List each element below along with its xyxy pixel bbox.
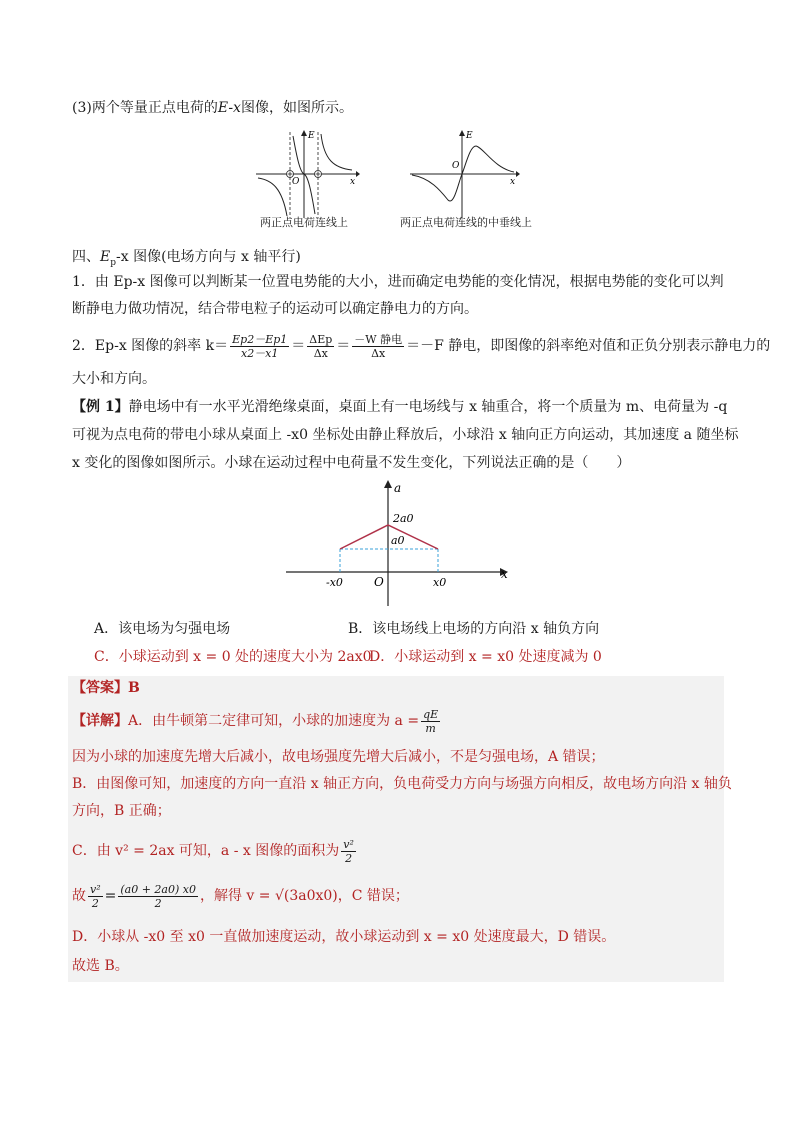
p2-end: ＝－F 静电，即图像的斜率绝对值和正负分别表示静电力的 [406,338,771,354]
detail-line7: 故选 B。 [72,958,129,974]
p2-frac3-num: －W 静电 [354,332,403,346]
option-c[interactable]: C．小球运动到 x = 0 处的速度大小为 2ax0 [94,649,372,665]
right-figure-caption: 两正点电荷连线的中垂线上 [400,216,532,229]
p2-frac2-num: ΔEp [309,332,333,346]
detail-line3a: B．由图像可知，加速度的方向一直沿 x 轴正方向，负电荷受力方向与场强方向相反，故电场方向沿 x 轴负 [72,776,732,792]
section3-ex: E-x [217,100,241,116]
section4-rest: -x 图像(电场方向与 x 轴平行) [116,249,301,265]
p2-eq1: ＝ [291,338,306,354]
example-line2: 可视为点电荷的带电小球从桌面上 -x0 坐标处由静止释放后，小球沿 x 轴向正方向运动，其加速度 a 随坐标 [72,427,739,443]
section4-ep-sub: p [110,257,116,268]
p2-frac1-den: x2－x1 [240,346,279,360]
detail-d5-den1: 2 [91,896,99,910]
graph-axis-a: a [394,481,402,495]
option-d[interactable]: D．小球运动到 x = x0 处速度减为 0 [369,649,602,665]
detail-d5-eq: = [104,888,117,904]
graph-label-2a0: 2a0 [393,512,414,525]
section4-p1-line2: 断静电力做功情况，结合带电粒子的运动可以确定静电力的方向。 [72,301,478,317]
p2-frac1-num: Ep2－Ep1 [232,332,288,346]
detail-d5-den2: 2 [154,896,162,910]
section4-ep: E [100,249,111,265]
graph-label-x0: x0 [433,576,447,589]
left-axis-e: E [308,131,315,141]
p2-eq2: ＝ [336,338,351,354]
graph-label-a0: a0 [391,534,405,547]
detail-d4: C．由 v² = 2ax 可知，a - x 图像的面积为 [72,843,340,859]
section4-p2-line2: 大小和方向。 [72,371,156,387]
detail-line3b: 方向，B 正确； [72,803,171,819]
example-line1 [72,396,727,418]
section3-text: (3)两个等量正点电荷的 [72,100,218,116]
left-origin: O [292,177,300,187]
graph-axis-x: x [501,567,508,581]
e-x-graph-line [252,128,362,220]
p2-frac3 [352,333,404,360]
p2-frac1 [230,333,289,360]
option-a[interactable]: A．该电场为匀强电场 [94,621,231,637]
example-line1-text: 静电场中有一水平光滑绝缘桌面，桌面上有一电场线与 x 轴重合，将一个质量为 m、电荷量为 -q [128,399,728,415]
answer-label: 【答案】B [72,680,140,696]
p2-prefix: 2． [72,338,95,354]
graph-label-neg-x0: -x0 [326,576,343,589]
right-origin: O [452,161,460,171]
detail-line1 [72,706,442,736]
graph-origin: O [374,575,384,589]
section4-p2-line1 [72,329,770,363]
detail-d4-frac [341,838,356,865]
detail-d1-den: m [425,721,436,735]
detail-line6: D．小球从 -x0 至 x0 一直做加速度运动，故小球运动到 x = x0 处速度最大，D 错误。 [72,929,616,945]
example-tag: 【例 1】 [72,399,129,415]
detail-tag: 【详解】 [72,713,128,729]
e-x-graph-perpendicular [406,128,522,220]
p2-frac3-den: Δx [371,346,386,360]
left-axis-x: x [350,177,356,187]
detail-d4-num: v² [343,837,354,851]
right-axis-e: E [466,131,473,141]
detail-d5-pre: 故 [72,888,86,904]
section3-tail: 图像，如图所示。 [240,100,353,116]
detail-line2: 因为小球的加速度先增大后减小，故电场强度先增大后减小，不是匀强电场，A 错误； [72,749,605,765]
right-axis-x: x [510,177,516,187]
detail-d5-post: ，解得 v = √(3a0x0)，C 错误； [199,888,409,904]
detail-d5-frac2 [118,883,198,910]
detail-d4-den: 2 [345,851,353,865]
detail-d5-num2: (a0 + 2a0) x0 [120,882,196,896]
detail-d1: A．由牛顿第二定律可知，小球的加速度为 a = [128,713,420,729]
p2-a: Ep-x 图像的斜率 k＝ [94,338,229,354]
p2-frac2-den: Δx [313,346,328,360]
section3-line [72,97,353,119]
section4-prefix: 四、 [72,249,100,265]
detail-line4 [72,834,358,868]
detail-d5-num1: v² [90,882,101,896]
a-x-graph [282,476,514,612]
section4-p1-line1: 1．由 Ep-x 图像可以判断某一位置电势能的大小，进而确定电势能的变化情况，根据电势能的变化可以判 [72,274,724,290]
detail-d1-num: qE [423,707,439,721]
detail-line5 [72,878,409,914]
left-figure-caption: 两正点电荷连线上 [260,216,348,229]
detail-d1-frac [421,708,440,735]
option-b[interactable]: B．该电场线上电场的方向沿 x 轴负方向 [348,621,600,637]
example-line3: x 变化的图像如图所示。小球在运动过程中电荷量不发生变化，下列说法正确的是（ ） [72,455,631,471]
p2-frac2 [307,333,334,360]
detail-d5-frac1 [88,883,103,910]
section4-heading [72,246,301,274]
